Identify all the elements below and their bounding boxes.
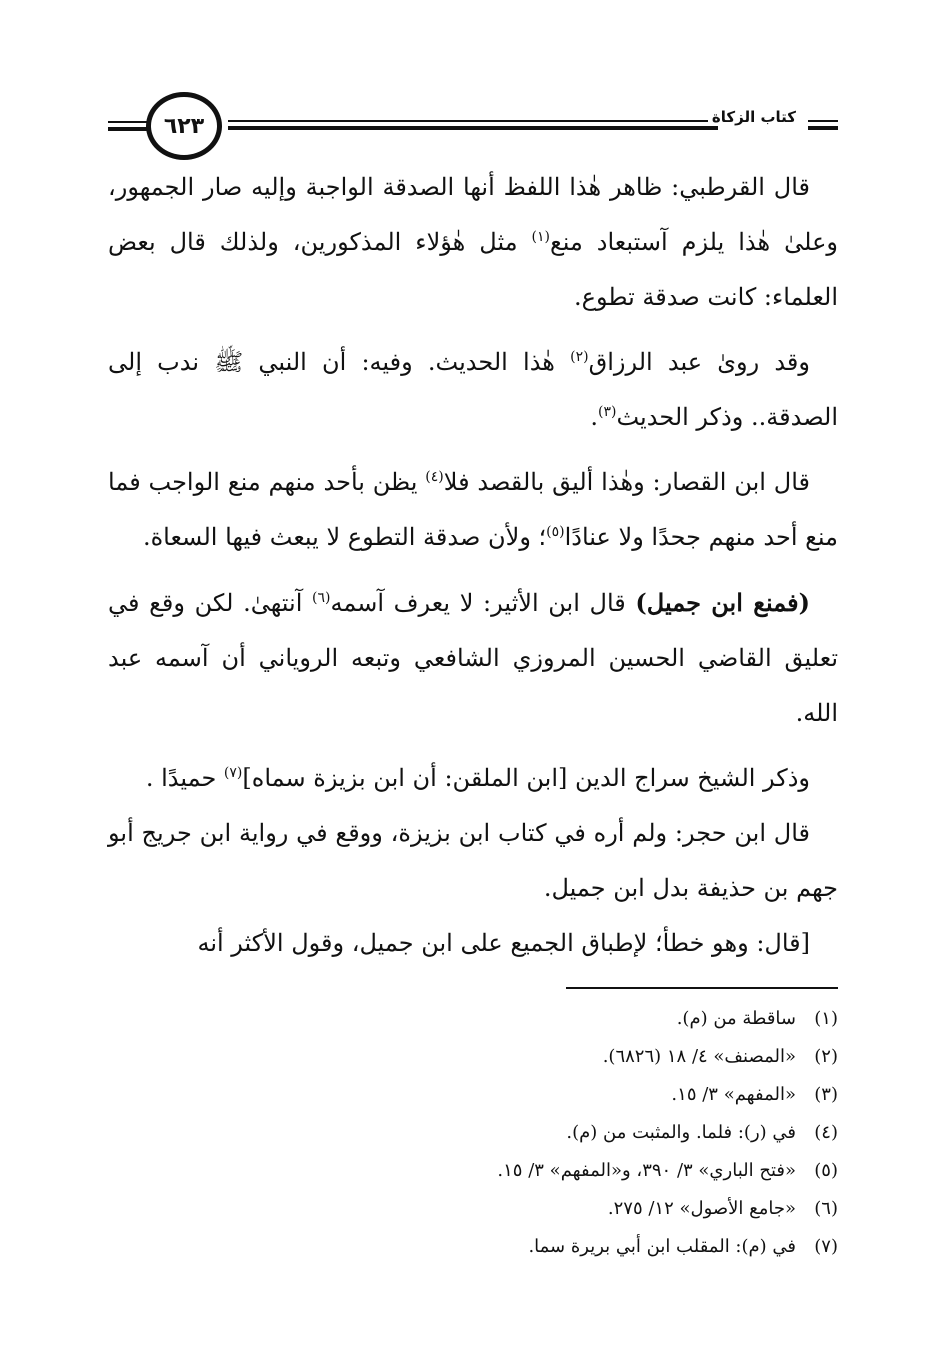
header-rule xyxy=(808,120,838,122)
footnote-ref: (١) xyxy=(531,229,550,245)
page-number: ٦٢٣ xyxy=(163,113,205,139)
text-span: ولذلك قال بعض العلماء: كانت صدقة تطوع. xyxy=(108,228,838,311)
footnote-ref: (٢) xyxy=(570,349,589,365)
paragraph xyxy=(108,751,838,806)
footnote-text: «جامع الأصول» ١٢/ ٢٧٥. xyxy=(607,1198,796,1219)
header-rule xyxy=(108,127,148,131)
paragraph xyxy=(108,575,838,741)
footnotes xyxy=(108,1000,838,1266)
text-span: قال ابن حجر: ولم أره في كتاب ابن بزيزة، ووقع في رواية ابن جريج أبو جهم بن حذيفة بدل ابن جميل. xyxy=(108,819,838,902)
text-span: آنتهىٰ. لكن وقع في تعليق القاضي الحسين المروزي الشافعي وتبعه الروياني أن آسمه عبد الله. xyxy=(108,589,838,727)
footnote-ref: (٤) xyxy=(425,469,444,485)
footnote-ref: (٣) xyxy=(598,404,617,420)
text-span: وقد روىٰ عبد الرزاق xyxy=(588,348,810,376)
footnote-item xyxy=(108,1076,838,1114)
page-header xyxy=(108,90,838,160)
footnote-item xyxy=(108,1114,838,1152)
footnote-divider xyxy=(566,987,838,989)
header-rule xyxy=(108,121,148,123)
text-span: هٰذا الحديث. وفيه: أن النبي ﷺ ندب إلى الصدقة.. وذكر الحديث xyxy=(108,348,838,431)
text-span: . xyxy=(590,403,599,431)
footnote-ref: (٧) xyxy=(223,765,243,781)
text-span: قال ابن الأثير: لا يعرف آسمه xyxy=(330,589,636,617)
text-span: ؛ ولأن صدقة التطوع لا يبعث فيها السعاة. xyxy=(142,523,547,551)
footnote-number: (٥) xyxy=(814,1160,838,1181)
footnote-number: (٤) xyxy=(814,1122,838,1143)
footnote-ref: (٥) xyxy=(546,524,565,540)
paragraph xyxy=(108,916,838,971)
footnote-text: «المصنف» ٤/ ١٨ (٦٨٢٦). xyxy=(602,1046,796,1067)
text-span: قال ابن القصار: وهٰذا أليق بالقصد فلا xyxy=(443,468,811,496)
footnote-item xyxy=(108,1228,838,1266)
footnote-text: ساقطة من (م). xyxy=(676,1008,796,1029)
paragraph xyxy=(108,335,838,445)
footnote-item xyxy=(108,1152,838,1190)
hadith-quote: (فمنع ابن جميل) xyxy=(635,588,810,617)
footnote-item xyxy=(108,1000,838,1038)
text-span: وذكر الشيخ سراج الدين [ابن الملقن: أن ابن بزيزة سماه] xyxy=(242,764,810,792)
paragraph xyxy=(108,160,838,325)
footnote-number: (٦) xyxy=(814,1198,838,1219)
footnote-text: في (م): المقلب ابن أبي بريرة سما. xyxy=(528,1236,796,1257)
footnote-ref: (٦) xyxy=(312,590,331,606)
footnote-number: (٧) xyxy=(814,1236,838,1257)
text-span: [قال: وهو خطأ؛ لإطباق الجميع على ابن جميل، وقول الأكثر أنه xyxy=(197,929,810,957)
footnote-text: «فتح الباري» ٣/ ٣٩٠، و«المفهم» ٣/ ١٥. xyxy=(497,1160,796,1181)
footnote-item xyxy=(108,1038,838,1076)
footnote-item xyxy=(108,1190,838,1228)
footnote-text: «المفهم» ٣/ ١٥. xyxy=(671,1084,796,1105)
text-span: الجمهور، وعلىٰ هٰذا يلزم آستبعاد منع xyxy=(108,173,838,256)
footnote-number: (٣) xyxy=(814,1084,838,1105)
footnote-number: (١) xyxy=(814,1008,838,1029)
main-text xyxy=(108,160,838,971)
header-rule xyxy=(228,126,718,130)
text-span: يظن بأحد منهم منع الواجب فما منع أحد منهم جحدًا ولا عنادًا xyxy=(108,468,838,551)
running-title: كتاب الزكاة xyxy=(708,108,800,126)
header-rule xyxy=(808,126,838,130)
footnote-number: (٢) xyxy=(814,1046,838,1067)
paragraph xyxy=(108,455,838,565)
text-span: حميدًا . xyxy=(145,764,224,792)
paragraph xyxy=(108,806,838,916)
footnote-text: في (ر): فلما. والمثبت من (م). xyxy=(566,1122,796,1143)
text-span: قال القرطبي: ظاهر هٰذا اللفظ أنها الصدقة الواجبة وإليه صار xyxy=(203,173,810,201)
text-span: مثل هٰؤلاء المذكورين، xyxy=(292,228,532,256)
header-rule xyxy=(228,120,718,122)
page-number-badge xyxy=(146,92,222,160)
